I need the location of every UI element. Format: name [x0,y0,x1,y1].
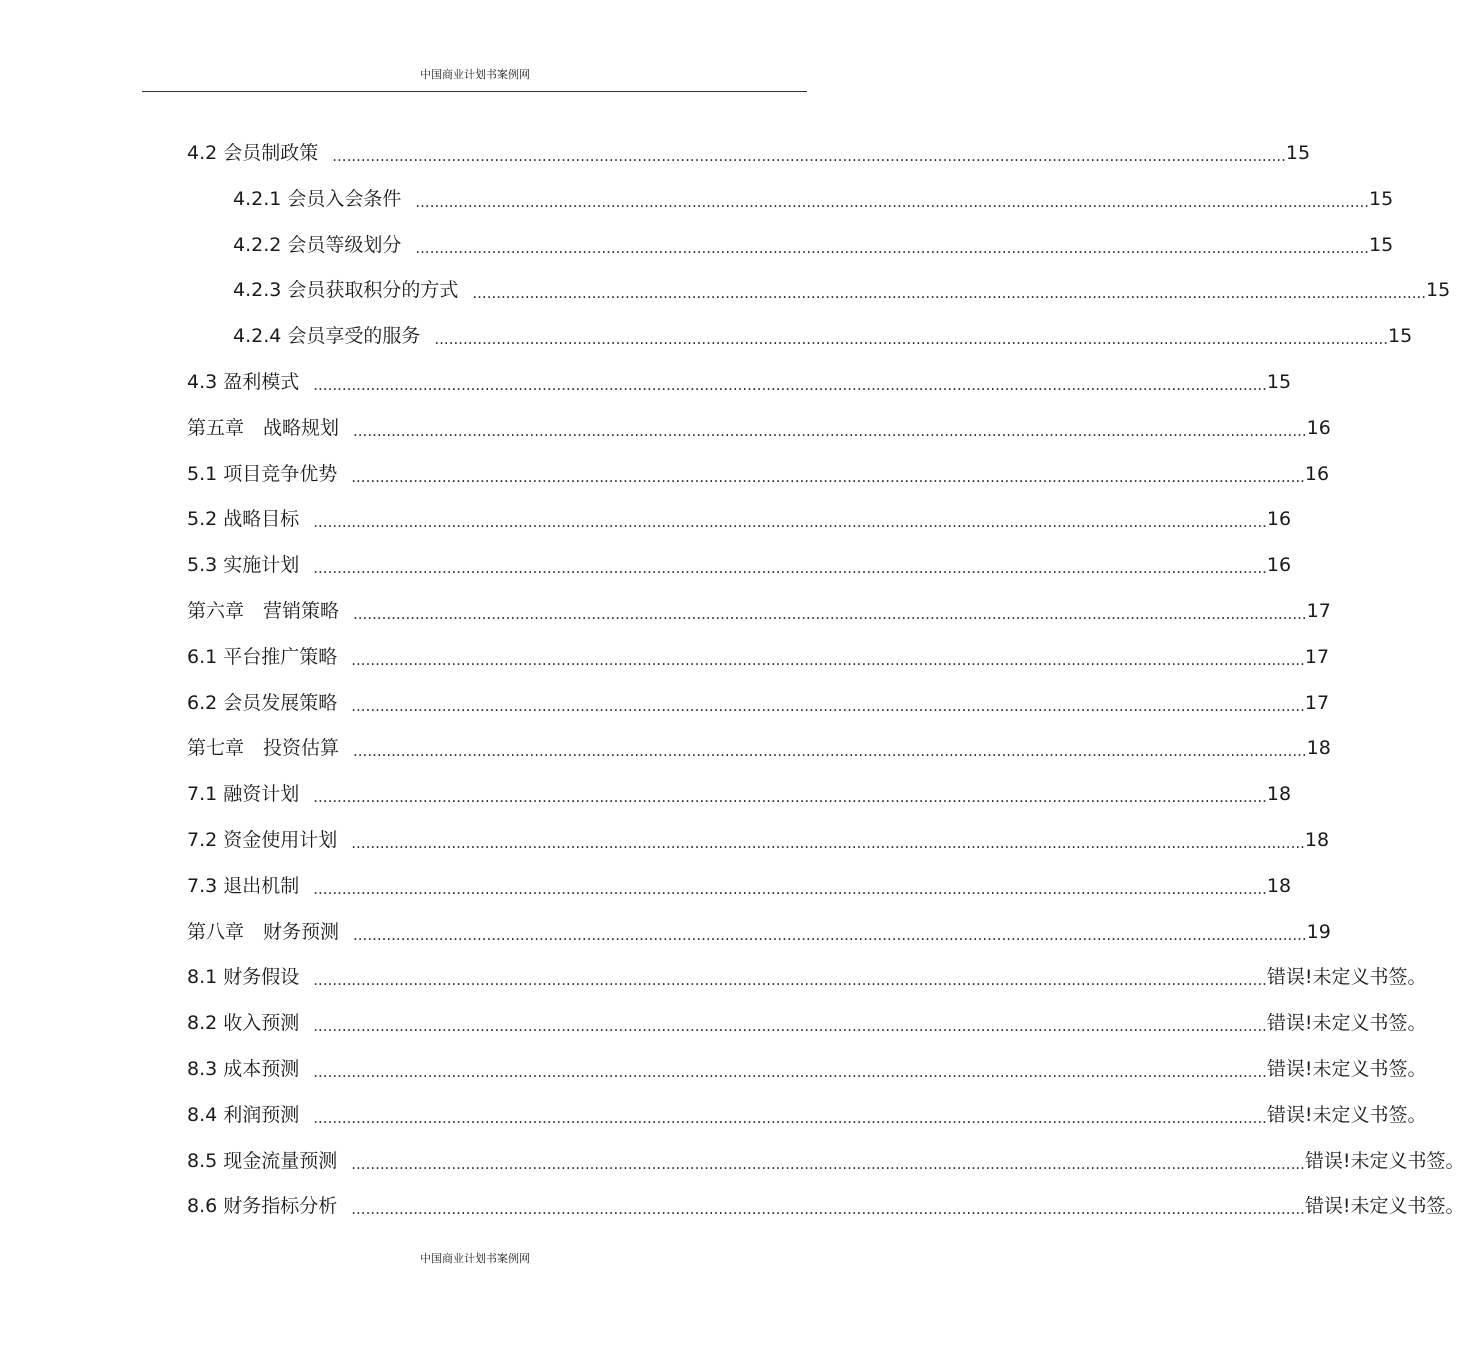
toc-entry[interactable] [187,688,1330,718]
dot-leader: ........................................................................................................................................................................................................ [415,238,1370,257]
dot-leader: ........................................................................................................................................................................................................ [353,925,1307,944]
toc-entry[interactable] [187,504,1292,534]
dot-leader: ........................................................................................................................................................................................................ [313,513,1267,532]
dot-leader: ........................................................................................................................................................................................................ [313,1063,1267,1081]
toc-entry-label: 4.3 盈利模式 [187,371,300,393]
dot-leader: ........................................................................................................................................................................................................ [351,834,1305,852]
toc-entry[interactable] [187,550,1292,580]
dot-leader: ........................................................................................................................................................................................................ [313,376,1267,394]
toc-entry-label: 7.1 融资计划 [187,783,300,806]
toc-entry-label: 4.2.4 会员享受的服务 [233,325,421,348]
dot-leader: ........................................................................................................................................................................................................ [472,284,1427,303]
toc-entry[interactable] [187,871,1292,901]
toc-entry[interactable] [233,230,1394,260]
toc-entry-error: 错误!未定义书签。 [1304,1195,1465,1218]
toc-entry-label: 7.3 退出机制 [187,874,300,897]
toc-entry-page: 15 [1388,325,1413,348]
dot-leader: ........................................................................................................................................................................................................ [353,605,1307,623]
dot-leader: ........................................................................................................................................................................................................ [353,742,1307,761]
toc-entry-page: 15 [1426,279,1451,302]
toc-entry[interactable] [187,917,1331,947]
toc-entry-label: 5.2 战略目标 [187,508,300,531]
dot-leader: ........................................................................................................................................................................................................ [313,1108,1267,1127]
toc-entry-label: 第五章 战略规划 [187,416,340,439]
toc-entry-label: 5.1 项目竞争优势 [187,462,338,485]
toc-entry-page: 17 [1304,691,1330,714]
toc-entry-error: 错误!未定义书签。 [1266,966,1427,989]
toc-entry[interactable] [187,596,1331,626]
toc-entry-label: 4.2 会员制政策 [187,142,319,164]
toc-entry-label: 8.1 财务假设 [187,966,300,989]
toc-entry-page: 15 [1369,187,1394,210]
dot-leader: ........................................................................................................................................................................................................ [313,559,1267,578]
toc-entry[interactable] [187,733,1331,763]
toc-entry-page: 17 [1304,645,1330,668]
toc-entry[interactable] [187,642,1330,672]
toc-entry-page: 19 [1306,920,1331,943]
toc-entry[interactable] [187,459,1330,489]
toc-entry-label: 8.4 利润预测 [187,1103,300,1126]
toc-entry-label: 4.2.2 会员等级划分 [233,233,402,256]
page-footer: 中国商业计划书案例网 [420,1252,530,1265]
toc-entry-page: 18 [1266,874,1292,897]
toc-entry-page: 16 [1304,462,1330,485]
toc-entry-page: 18 [1306,737,1331,760]
toc-entry[interactable] [187,1054,1427,1084]
dot-leader: ........................................................................................................................................................................................................ [351,650,1305,669]
toc-entry-label: 4.2.1 会员入会条件 [233,187,402,210]
toc-entry-label: 6.1 平台推广策略 [187,645,338,668]
toc-entry[interactable] [187,367,1292,397]
dot-leader: ........................................................................................................................................................................................................ [351,467,1305,486]
toc-entry-page: 18 [1266,783,1292,806]
dot-leader: ........................................................................................................................................................................................................ [313,879,1267,898]
toc-entry-page: 18 [1304,829,1330,851]
toc-entry-error: 错误!未定义书签。 [1266,1103,1427,1126]
toc-entry-page: 17 [1306,600,1331,622]
dot-leader: ........................................................................................................................................................................................................ [351,1200,1305,1219]
toc-entry[interactable] [187,413,1331,443]
toc-entry-page: 16 [1266,508,1292,531]
toc-entry-label: 8.3 成本预测 [187,1058,300,1080]
dot-leader: ........................................................................................................................................................................................................ [332,147,1286,165]
dot-leader: ........................................................................................................................................................................................................ [351,1154,1305,1173]
toc-entry[interactable] [233,184,1394,214]
dot-leader: ........................................................................................................................................................................................................ [351,696,1305,715]
toc-entry-label: 8.2 收入预测 [187,1012,300,1035]
toc-entry-label: 4.2.3 会员获取积分的方式 [233,279,459,302]
toc-entry-page: 15 [1266,371,1292,393]
dot-leader: ........................................................................................................................................................................................................ [313,971,1267,990]
toc-entry-page: 15 [1369,233,1394,256]
dot-leader: ........................................................................................................................................................................................................ [313,1017,1267,1036]
toc-entry-label: 7.2 资金使用计划 [187,829,338,851]
toc-entry[interactable] [187,1146,1465,1176]
toc-entry[interactable] [187,1100,1427,1130]
toc-entry-page: 15 [1285,142,1311,164]
toc-entry[interactable] [233,275,1451,305]
dot-leader: ........................................................................................................................................................................................................ [353,421,1307,440]
toc-entry[interactable] [187,1008,1427,1038]
toc-entry-label: 第七章 投资估算 [187,737,340,760]
dot-leader: ........................................................................................................................................................................................................ [434,330,1389,349]
toc-entry-label: 8.6 财务指标分析 [187,1195,338,1218]
toc-entry-page: 16 [1266,554,1292,577]
toc-entry-label: 第八章 财务预测 [187,920,340,943]
header-rule [142,91,807,92]
toc-entry-label: 8.5 现金流量预测 [187,1149,338,1172]
toc-entry[interactable] [187,779,1292,809]
toc-entry-error: 错误!未定义书签。 [1304,1149,1465,1172]
toc-entry-page: 16 [1306,416,1331,439]
toc-entry[interactable] [233,321,1413,351]
toc-entry-label: 第六章 营销策略 [187,600,340,622]
toc-entry-label: 6.2 会员发展策略 [187,691,338,714]
toc-entry[interactable] [187,825,1330,855]
dot-leader: ........................................................................................................................................................................................................ [415,192,1370,211]
toc-entry[interactable] [187,138,1311,168]
page-header: 中国商业计划书案例网 [420,68,530,81]
dot-leader: ........................................................................................................................................................................................................ [313,788,1267,807]
toc-entry-label: 5.3 实施计划 [187,554,300,577]
toc-entry[interactable] [187,1191,1465,1221]
toc-entry-error: 错误!未定义书签。 [1266,1058,1427,1080]
toc-entry-error: 错误!未定义书签。 [1266,1012,1427,1035]
toc-entry[interactable] [187,962,1427,992]
